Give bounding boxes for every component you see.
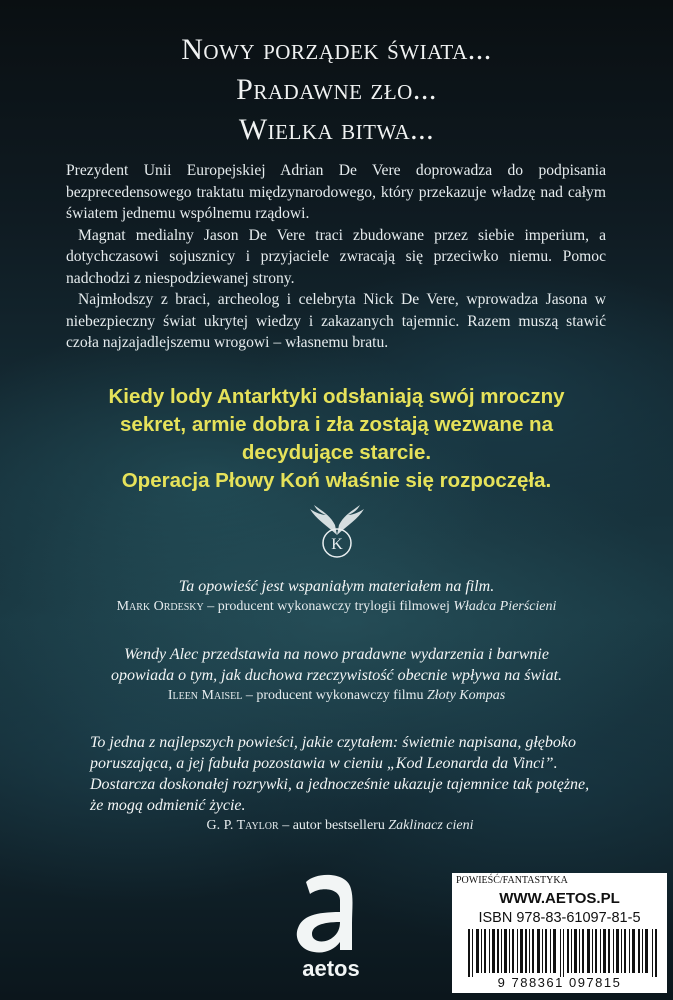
review-quote-2-text-line-2: opowiada o tym, jak duchowa rzeczywistość obecnie wpływa na świat. (110, 667, 563, 684)
highlight-text (40, 383, 633, 495)
review-quote-1-role: – producent wykonawczy trylogii filmowej (203, 599, 454, 614)
tagline-line-1: Nowy porządek świata... (181, 33, 492, 66)
synopsis-paragraph-2: Magnat medialny Jason De Vere traci zbudowane przez siebie imperium, a dotychczasowi sojusznicy i przyjaciele zwracają się przeciwko niemu. Pomoc nadchodzi z niespodziewanej strony. (66, 226, 606, 287)
review-quote-1-name: Mark Ordesky (116, 599, 204, 614)
highlight-line-1: Kiedy lody Antarktyki odsłaniają swój mroczny (108, 385, 565, 408)
synopsis-paragraph-3: Najmłodszy z braci, archeolog i celebryta Nick De Vere, wprowadza Jasona w niebezpieczny świat ukrytej wiedzy i zakazanych tajemnic. Razem muszą stawić czoła najzajadlejszemu wrogowi – własnemu bratu. (66, 291, 606, 351)
review-quote-2-role: – producent wykonawczy filmu (242, 688, 427, 703)
highlight-line-3: decydujące starcie. (241, 441, 432, 464)
tagline-line-2: Pradawne zło... (236, 73, 437, 106)
review-quote-3 (90, 732, 590, 835)
review-quote-1-work: Władca Pierścieni (453, 599, 557, 614)
synopsis-paragraph-1: Prezydent Unii Europejskiej Adrian De Vere doprowadza do podpisania bezprecedensowego traktatu międzynarodowego, który przekazuje władzę nad całym światem jednemu wspólnemu rządowi. (66, 162, 606, 222)
publisher-name: aetos (302, 956, 360, 981)
barcode-icon (468, 929, 662, 977)
tagline (0, 30, 673, 150)
review-quote-2-name: Ileen Maisel (167, 688, 243, 703)
emblem-letter: K (331, 536, 343, 553)
review-quote-3-attribution (90, 816, 590, 835)
review-quote-1-attribution (40, 597, 633, 616)
review-quote-2 (40, 644, 633, 705)
tagline-line-3: Wielka bitwa... (238, 113, 435, 146)
review-quote-2-work: Złoty Kompas (427, 688, 506, 703)
review-quote-3-work: Zaklinacz cieni (388, 818, 474, 833)
highlight-line-4: Operacja Płowy Koń właśnie się rozpoczęła. (121, 469, 552, 492)
isbn-text: ISBN 978-83-61097-81-5 (478, 910, 641, 926)
synopsis (66, 160, 606, 354)
review-quote-1 (40, 576, 633, 616)
review-quote-2-text-line-1: Wendy Alec przedstawia na nowo pradawne wydarzenia i barwnie (124, 646, 549, 663)
review-quote-3-name: G. P. Taylor (206, 818, 279, 833)
barcode-number: 9 788361 097815 (497, 975, 622, 990)
review-quote-2-attribution (40, 686, 633, 705)
barcode-panel (452, 873, 667, 993)
highlight-line-2: sekret, armie dobra i zła zostają wezwane na (120, 413, 553, 436)
publisher-website: WWW.AETOS.PL (499, 890, 620, 907)
review-quote-1-text: Ta opowieść jest wspaniałym materiałem na film. (178, 578, 495, 595)
review-quote-3-role: – autor bestselleru (278, 818, 389, 833)
winged-k-emblem-icon (308, 505, 366, 563)
review-quote-3-text: To jedna z najlepszych powieści, jakie czytałem: świetnie napisana, głęboko poruszająca, a jej fabuła pozostawia w cieniu „Kod Leonarda da Vinci”. Dostarcza doskonałej rozrywki, a jednocześnie ukazuje tajemnice tak potężne, że mogą odmienić życie. (90, 734, 590, 814)
genre-label: POWIEŚĆ/FANTASTYKA (456, 875, 568, 886)
